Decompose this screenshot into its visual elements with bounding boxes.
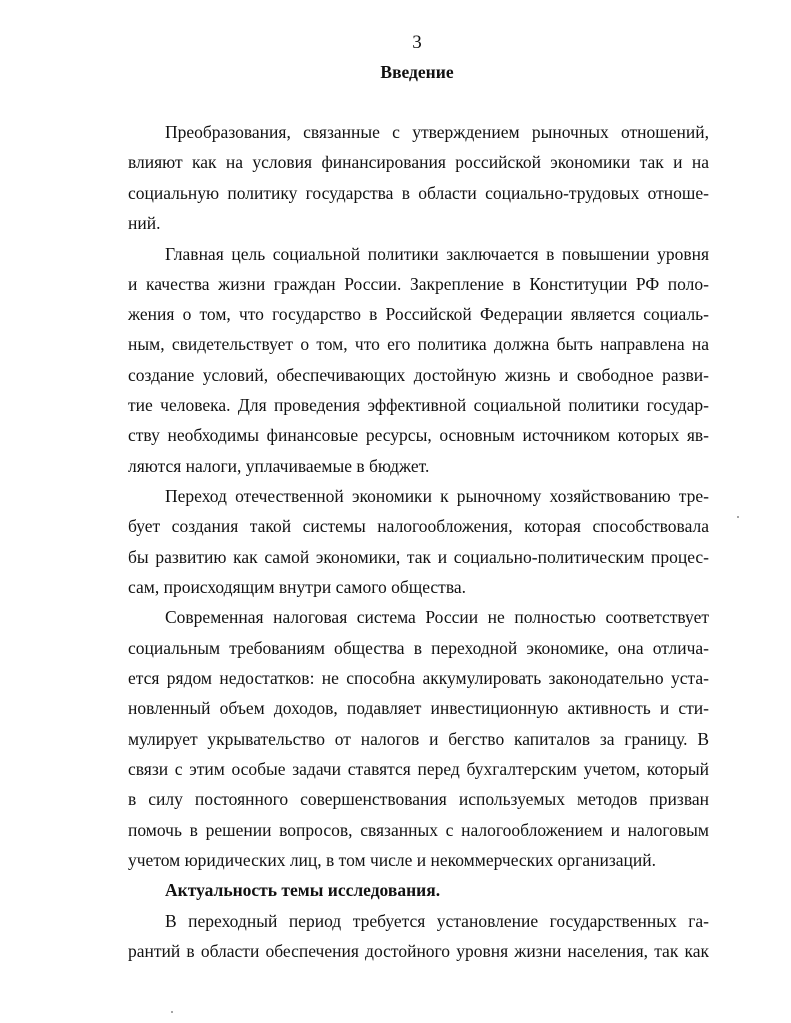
text-line: мулирует укрывательство от налогов и бегство капиталов за границу. В [128,729,709,749]
text-line: влияют как на условия финансирования российской экономики так и на [128,152,709,172]
page-number: 3 [412,32,422,53]
text-line: создание условий, обеспечивающих достойную жизнь и свободное разви- [128,365,709,385]
text-line: Современная налоговая система России не полностью соответствует [165,607,709,627]
text-line: в силу постоянного совершенствования используемых методов призван [128,789,709,809]
text-line: В переходный период требуется установление государственных га- [165,911,709,931]
text-line: ляются налоги, уплачиваемые в бюджет. [128,456,430,476]
section-heading: Введение [380,62,454,82]
text-line: тие человека. Для проведения эффективной социальной политики государ- [128,395,709,415]
text-line: помочь в решении вопросов, связанных с налогообложением и налоговым [128,820,709,840]
text-line: ется рядом недостатков: не способна аккумулировать законодательно уста- [128,668,709,688]
text-line: бы развитию как самой экономики, так и социально-политическим процес- [128,547,709,567]
text-line: связи с этим особые задачи ставятся перед бухгалтерским учетом, который [128,759,709,779]
text-line: ным, свидетельствует о том, что его политика должна быть направлена на [128,334,709,354]
text-line: ний. [128,213,161,233]
text-line: Преобразования, связанные с утверждением рыночных отношений, [165,122,709,142]
text-line: социальную политику государства в области социально-трудовых отноше- [128,183,709,203]
text-line: новленный объем доходов, подавляет инвестиционную активность и сти- [128,698,709,718]
text-line: Переход отечественной экономики к рыночному хозяйствованию тре- [165,486,709,506]
text-line: рантий в области обеспечения достойного уровня жизни населения, так как [128,941,709,961]
text-line: сам, происходящим внутри самого общества. [128,577,467,597]
text-line: Главная цель социальной политики заключается в повышении уровня [165,244,709,264]
text-line: и качества жизни граждан России. Закрепление в Конституции РФ поло- [128,274,709,294]
text-line: ству необходимы финансовые ресурсы, основным источником которых яв- [128,425,709,445]
subsection-heading: Актуальность темы исследования. [165,880,441,900]
scan-speck [737,516,739,518]
scan-speck [171,1011,173,1013]
text-line: жения о том, что государство в Российской Федерации является социаль- [128,304,709,324]
text-line: социальным требованиям общества в переходной экономике, она отлича- [128,638,709,658]
text-line: бует создания такой системы налогообложения, которая способствовала [128,516,709,536]
text-line: учетом юридических лиц, в том числе и некоммерческих организаций. [128,850,656,870]
